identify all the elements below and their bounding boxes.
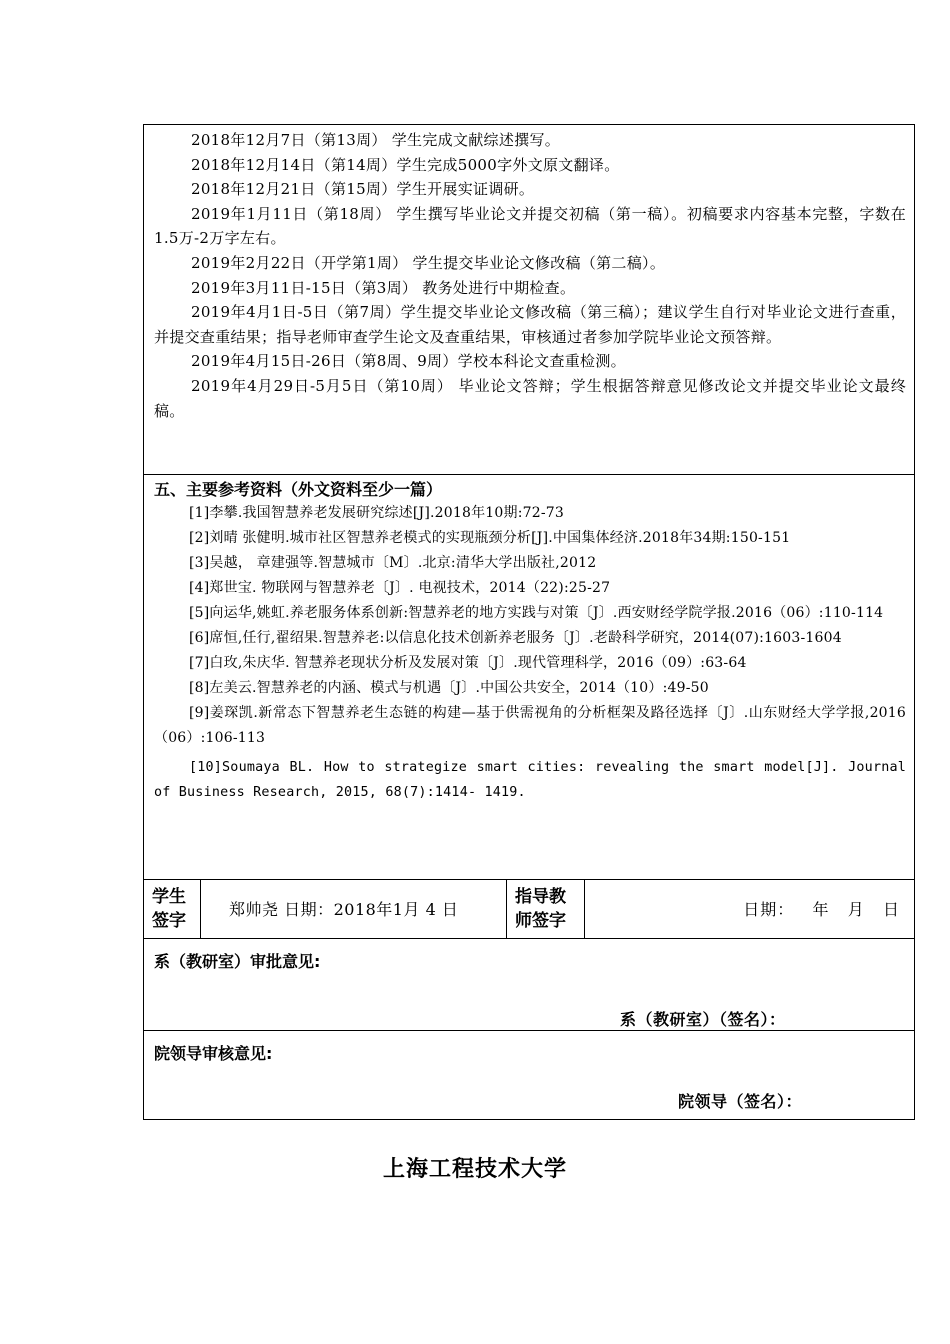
advisor-label-cell <box>507 880 585 938</box>
reference-item: [3]吴越， 章建强等.智慧城市〔M〕.北京:清华大学出版社,2012 <box>189 555 597 571</box>
advisor-signature-cell <box>585 880 914 938</box>
signature-row <box>144 880 914 939</box>
student-label-cell <box>144 880 201 938</box>
schedule-item: 2018年12月21日（第15周）学生开展实证调研。 <box>191 180 535 199</box>
student-signature-cell <box>201 880 507 938</box>
department-sign-label: 系（教研室）（签名）： <box>620 1010 786 1029</box>
reference-item: [8]左美云.智慧养老的内涵、模式与机遇〔J〕.中国公共安全，2014（10）:49-50 <box>189 680 709 696</box>
schedule-item: 2019年4月15日-26日（第8周、9周）学校本科论文查重检测。 <box>191 352 626 371</box>
reference-item: [7]白玫,朱庆华. 智慧养老现状分析及发展对策〔J〕.现代管理科学，2016（09）:63-64 <box>189 655 747 671</box>
schedule-item: 2018年12月7日（第13周） 学生完成文献综述撰写。 <box>191 131 561 149</box>
schedule-item: 2019年1月11日（第18周） 学生撰写毕业论文并提交初稿（第一稿）。初稿要求内容基本完整，字数在1.5万-2万字左右。 <box>154 204 906 248</box>
form-table <box>143 124 915 1120</box>
student-signature-value: 郑帅尧 日期：2018年1月 4 日 <box>229 900 459 919</box>
college-sign-label: 院领导（签名）： <box>678 1092 803 1111</box>
references-section <box>144 475 914 880</box>
advisor-signature-label: 指导教师签字 <box>515 887 566 931</box>
reference-item: [2]刘晴 张健明.城市社区智慧养老模式的实现瓶颈分析[J].中国集体经济.2018年34期:150-151 <box>189 530 791 546</box>
college-opinion-label: 院领导审核意见: <box>154 1044 273 1063</box>
advisor-signature-date: 日期： 年 月 日 <box>743 900 900 919</box>
schedule-item: 2019年4月1日-5日（第7周）学生提交毕业论文修改稿（第三稿）；建议学生自行对毕业论文进行查重，并提交查重结果；指导老师审查学生论文及查重结果，审核通过者参加学院毕业论文预答辩。 <box>154 303 906 346</box>
reference-item: [1]李攀.我国智慧养老发展研究综述[J].2018年10期:72-73 <box>189 505 564 521</box>
schedule-item: 2018年12月14日（第14周）学生完成5000字外文原文翻译。 <box>191 155 620 174</box>
university-title: 上海工程技术大学 <box>382 1157 567 1182</box>
schedule-section <box>144 125 914 475</box>
department-approval-section <box>144 939 914 1031</box>
reference-item: [5]向运华,姚虹.养老服务体系创新:智慧养老的地方实践与对策〔J〕.西安财经学院学报.2016（06）:110-114 <box>189 605 884 621</box>
reference-item: [9]姜琛凯.新常态下智慧养老生态链的构建—基于供需视角的分析框架及路径选择〔J〕.山东财经大学学报,2016（06）:106-113 <box>154 705 906 746</box>
schedule-item: 2019年3月11日-15日（第3周） 教务处进行中期检查。 <box>191 278 576 297</box>
references-heading: 五、主要参考资料（外文资料至少一篇） <box>154 480 443 499</box>
reference-item: [6]席恒,任行,翟绍果.智慧养老:以信息化技术创新养老服务〔J〕.老龄科学研究，2014(07):1603-1604 <box>189 630 842 646</box>
reference-item: [4]郑世宝. 物联网与智慧养老〔J〕. 电视技术，2014（22):25-27 <box>189 580 611 596</box>
reference-item-foreign: [10]Soumaya BL. How to strategize smart cities: revealing the smart model[J]. Journal of Business Research, 2015, 68(7):1414- 1419. <box>154 760 906 800</box>
student-signature-label: 学生签字 <box>152 887 186 931</box>
schedule-item: 2019年2月22日（开学第1周） 学生提交毕业论文修改稿（第二稿）。 <box>191 253 666 272</box>
department-opinion-label: 系（教研室）审批意见: <box>154 952 321 971</box>
schedule-item: 2019年4月29日-5月5日（第10周） 毕业论文答辩；学生根据答辩意见修改论文并提交毕业论文最终稿。 <box>154 376 906 420</box>
college-review-section <box>144 1031 914 1119</box>
